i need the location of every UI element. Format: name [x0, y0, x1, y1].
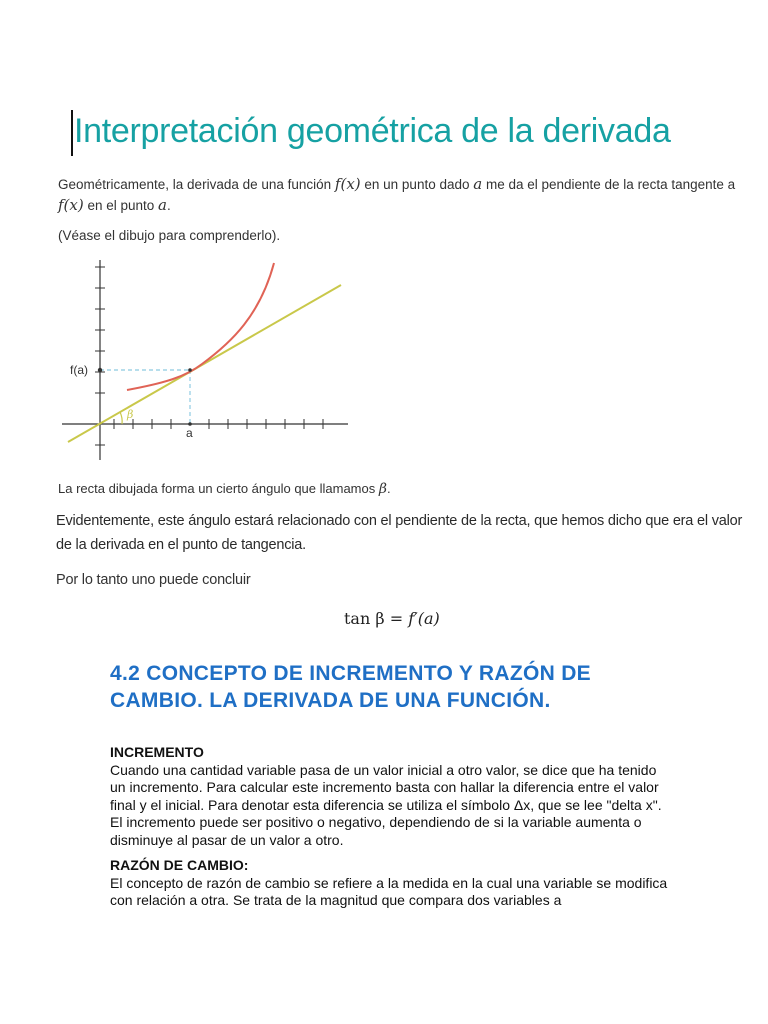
intro-text-3: me da el pendiente de la recta tangente a	[482, 177, 736, 192]
angle-text-2: .	[386, 481, 391, 496]
razon-heading: RAZÓN DE CAMBIO:	[110, 857, 249, 873]
section-heading: 4.2 CONCEPTO DE INCREMENTO Y RAZÓN DE CAMBIO. LA DERIVADA DE UNA FUNCIÓN.	[110, 662, 591, 712]
function-curve	[127, 263, 274, 390]
math-a-2: a	[158, 196, 167, 214]
intro-paragraph	[58, 174, 738, 216]
page-title: Interpretación geométrica de la derivada	[74, 112, 671, 150]
fa-label: f(a)	[70, 363, 88, 377]
angle-paragraph	[58, 481, 391, 497]
incremento-heading: INCREMENTO	[110, 744, 204, 760]
conclude-line: Por lo tanto uno puede concluir	[56, 572, 251, 588]
math-beta: β	[378, 481, 387, 497]
a-label: a	[186, 426, 193, 440]
beta-label: β	[127, 408, 134, 421]
tangent-line-figure	[60, 255, 360, 465]
intro-text-1: Geométricamente, la derivada de una función	[58, 177, 335, 192]
angle-arc	[120, 412, 122, 424]
angle-text-1: La recta dibujada forma un cierto ángulo que llamamos	[58, 481, 379, 496]
derivative-formula	[344, 609, 440, 628]
intro-text-2: en un punto dado	[360, 177, 474, 192]
evident-paragraph: Evidentemente, este ángulo estará relacionado con el pendiente de la recta, que hemos dicho que era el valor de la derivada en el punto de tangencia.	[56, 513, 743, 553]
incremento-block	[110, 744, 670, 849]
intro-text-4: en el punto	[83, 198, 159, 213]
axes	[62, 260, 348, 460]
fa-point	[98, 368, 102, 372]
tangent-line	[68, 285, 341, 442]
formula-rhs: = f′(a)	[389, 609, 440, 628]
tangent-point	[188, 368, 192, 372]
formula-lhs: tan β	[344, 609, 385, 628]
math-a: a	[473, 175, 483, 193]
razon-text: El concepto de razón de cambio se refiere a la medida en la cual una variable se modifica con relación a otra. Se trata de la magnitud que compara dos variables a	[110, 874, 668, 908]
incremento-text: Cuando una cantidad variable pasa de un valor inicial a otro valor, se dice que ha tenido un incremento. Para calcular este incremento basta con hallar la diferencia entre el valor final y el inicial. Para denotar esta diferencia se utiliza el símbolo Δx, que se lee "delta x". El incremento puede ser positivo o negativo, dependiendo de si la variable aumenta o disminuye al pasar de un valor a otro.	[110, 761, 662, 848]
razon-block	[110, 857, 670, 910]
math-fx-2: f(x)	[58, 196, 84, 214]
text-cursor	[71, 110, 73, 156]
see-drawing-note: (Véase el dibujo para comprenderlo).	[58, 228, 281, 243]
math-fx: f(x)	[334, 175, 361, 193]
intro-text-5: .	[166, 198, 171, 213]
